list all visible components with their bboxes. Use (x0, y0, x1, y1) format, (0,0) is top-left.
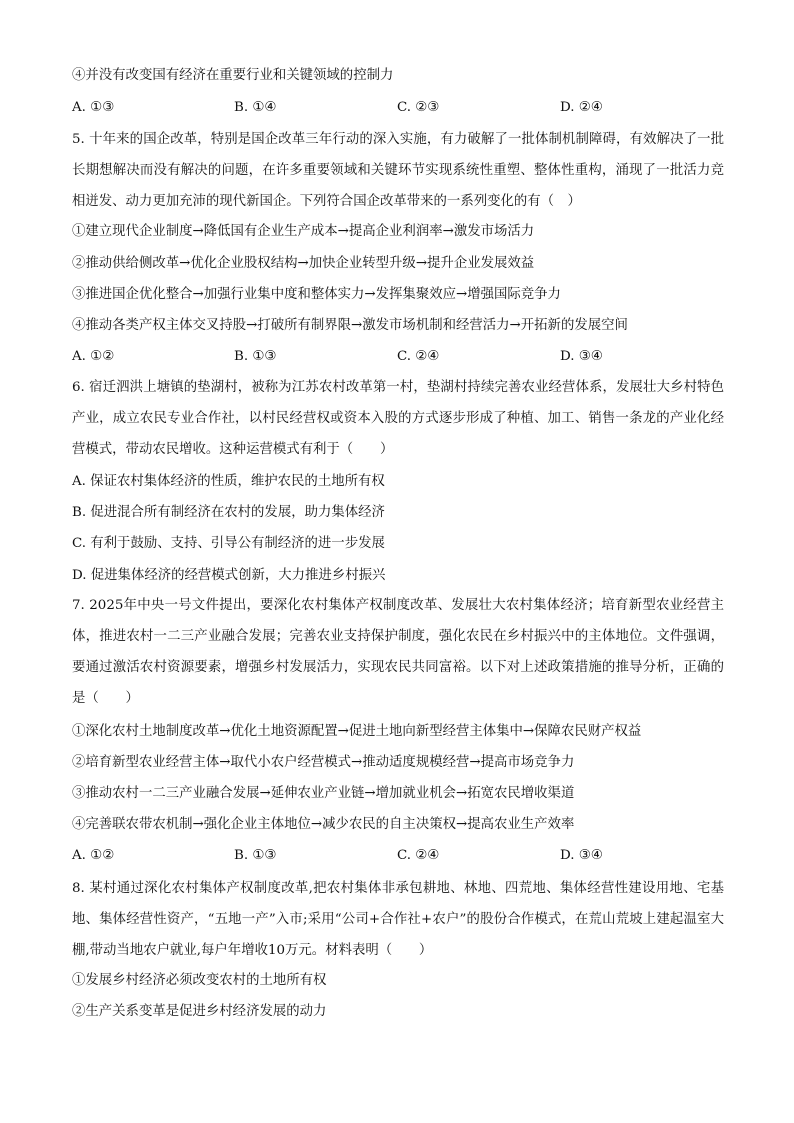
q4-option-d: D. ②④ (560, 100, 603, 115)
q5-options (72, 347, 732, 367)
q7-item-1: ①深化农村土地制度改革→优化土地资源配置→促进土地向新型经营主体集中→保障农民财产权益 (72, 724, 642, 739)
q5-option-d: D. ③④ (560, 349, 603, 364)
q5-item-1: ①建立现代企业制度→降低国有企业生产成本→提高企业利润率→激发市场活力 (72, 224, 535, 239)
q7-stem: 7. 2025年中央一号文件提出，要深化农村集体产权制度改革、发展壮大农村集体经济；培育新型农业经营主体，推进农村一二三产业融合发展；完善农业支持保护制度，强化农民在乡村振兴中的主体地位。文件强调，要通过激活农村资源要素，增强乡村发展活力，实现农民共同富裕。以下对上述政策措施的推导分析，正确的是（ ） (72, 598, 724, 706)
q5-stem: 5. 十年来的国企改革，特别是国企改革三年行动的深入实施，有力破解了一批体制机制障碍，有效解决了一批长期想解决而没有解决的问题，在许多重要领域和关键环节实现系统性重塑、整体性重构，涌现了一批活力竞相迸发、动力更加充沛的现代新国企。下列符合国企改革带来的一系列变化的有（ ） (72, 132, 724, 209)
q4-item-4: ④并没有改变国有经济在重要行业和关键领域的控制力 (72, 68, 394, 83)
q6-option-d: D. 促进集体经济的经营模式创新，大力推进乡村振兴 (72, 568, 386, 583)
q6-option-a: A. 保证农村集体经济的性质，维护农民的土地所有权 (72, 474, 385, 489)
q7-item-4: ④完善联农带农机制→强化企业主体地位→减少农民的自主决策权→提高农业生产效率 (72, 817, 575, 832)
q6-option-c: C. 有利于鼓励、支持、引导公有制经济的进一步发展 (72, 536, 385, 551)
q8-item-2: ②生产关系变革是促进乡村经济发展的动力 (72, 1004, 327, 1019)
q7-option-a: A. ①② (72, 848, 115, 863)
q7-item-2: ②培育新型农业经营主体→取代小农户经营模式→推动适度规模经营→提高市场竞争力 (72, 755, 575, 770)
q6-option-b: B. 促进混合所有制经济在农村的发展，助力集体经济 (72, 505, 385, 520)
q4-option-a: A. ①③ (72, 100, 115, 115)
q4-options (72, 98, 732, 118)
q7-options (72, 846, 732, 866)
q4-option-b: B. ①④ (234, 100, 277, 115)
q4-option-c: C. ②③ (397, 100, 440, 115)
q5-item-3: ③推进国企优化整合→加强行业集中度和整体实力→发挥集聚效应→增强国际竞争力 (72, 287, 561, 302)
q7-option-b: B. ①③ (234, 848, 277, 863)
q5-item-4: ④推动各类产权主体交叉持股→打破所有制界限→激发市场机制和经营活力→开拓新的发展空间 (72, 318, 628, 333)
q6-stem: 6. 宿迁泗洪上塘镇的垫湖村，被称为江苏农村改革第一村，垫湖村持续完善农业经营体系，发展壮大乡村特色产业，成立农民专业合作社，以村民经营权或资本入股的方式逐步形成了种植、加工、销售一条龙的产业化经营模式，带动农民增收。这种运营模式有利于（ ） (72, 380, 724, 457)
q5-option-b: B. ①③ (234, 349, 277, 364)
q8-stem: 8. 某村通过深化农村集体产权制度改革,把农村集体非承包耕地、林地、四荒地、集体经营性建设用地、宅基地、集体经营性资产，“五地一产”入市;采用“公司+合作社+农户”的股份合作模式，在荒山荒坡上建起温室大棚,带动当地农户就业,每户年增收10万元。材料表明（ ） (72, 881, 724, 958)
q5-item-2: ②推动供给侧改革→优化企业股权结构→加快企业转型升级→提升企业发展效益 (72, 256, 535, 271)
q7-option-d: D. ③④ (560, 848, 603, 863)
q5-option-a: A. ①② (72, 349, 115, 364)
q8-item-1: ①发展乡村经济必须改变农村的土地所有权 (72, 973, 327, 988)
q7-option-c: C. ②④ (397, 848, 440, 863)
q7-item-3: ③推动农村一二三产业融合发展→延伸农业产业链→增加就业机会→拓宽农民增收渠道 (72, 786, 575, 801)
q5-option-c: C. ②④ (397, 349, 440, 364)
